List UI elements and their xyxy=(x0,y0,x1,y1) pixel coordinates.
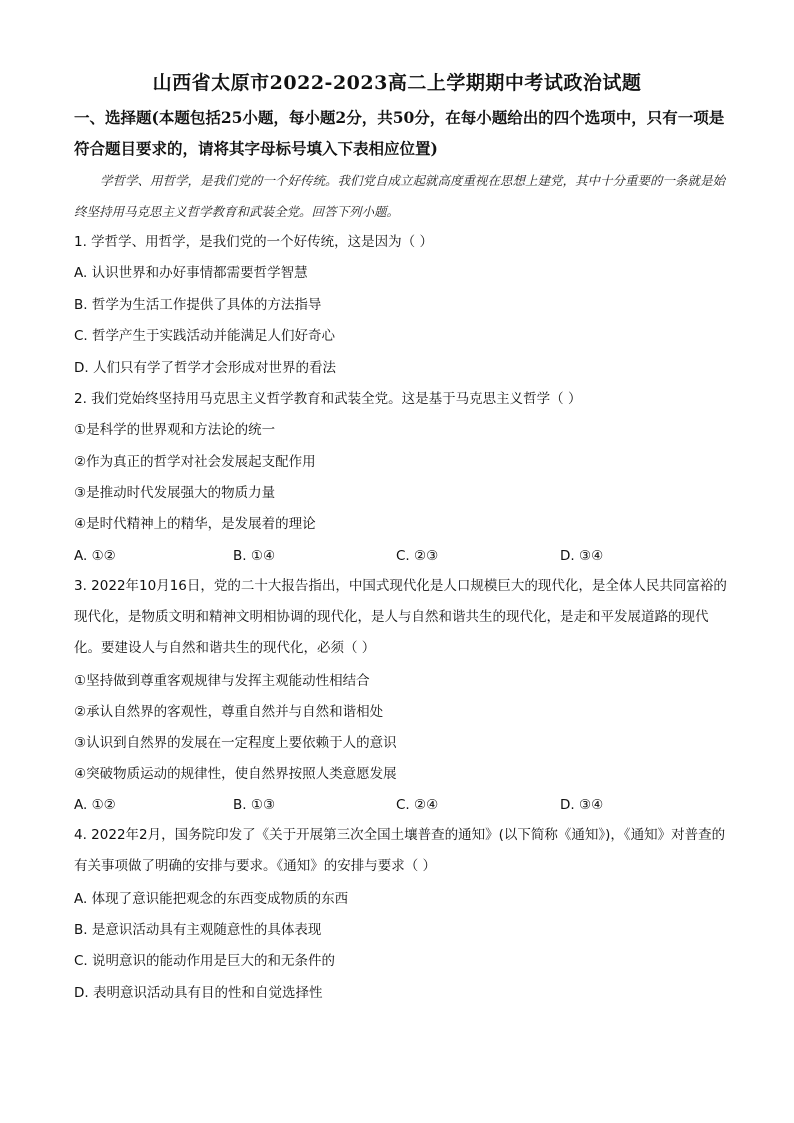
q3-statement-2: ②承认自然界的客观性，尊重自然并与自然和谐相处 xyxy=(74,704,384,720)
q1-option-a: A. 认识世界和办好事情都需要哲学智慧 xyxy=(74,265,308,281)
q4-option-d: D. 表明意识活动具有目的性和自觉选择性 xyxy=(74,985,323,1001)
q1-option-c: C. 哲学产生于实践活动并能满足人们好奇心 xyxy=(74,328,336,344)
q3-option-b: B. ①③ xyxy=(233,797,276,813)
q2-statement-3: ③是推动时代发展强大的物质力量 xyxy=(74,485,276,501)
q2-option-d: D. ③④ xyxy=(560,548,604,564)
intro-passage: 学哲学、用哲学，是我们党的一个好传统。我们党自成立起就高度重视在思想上建党，其中十分重要的一条就是始终坚持用马克思主义哲学教育和武装全党。回答下列小题。 xyxy=(74,173,726,219)
q4-option-a: A. 体现了意识能把观念的东西变成物质的东西 xyxy=(74,891,349,907)
q2-option-a: A. ①② xyxy=(74,548,116,564)
q2-statement-4: ④是时代精神上的精华，是发展着的理论 xyxy=(74,516,316,532)
q1-option-d: D. 人们只有学了哲学才会形成对世界的看法 xyxy=(74,360,336,376)
q3-statement-4: ④突破物质运动的规律性，使自然界按照人类意愿发展 xyxy=(74,766,397,782)
q3-statement-1: ①坚持做到尊重客观规律与发挥主观能动性相结合 xyxy=(74,673,370,689)
q3-option-c: C. ②④ xyxy=(396,797,439,813)
q1-option-b: B. 哲学为生活工作提供了具体的方法指导 xyxy=(74,297,322,313)
q4-option-c: C. 说明意识的能动作用是巨大的和无条件的 xyxy=(74,953,336,969)
q3-stem: 3. 2022年10月16日，党的二十大报告指出，中国式现代化是人口规模巨大的现代化，是全体人民共同富裕的现代化，是物质文明和精神文明相协调的现代化，是人与自然和谐共生的现代化，是走和平发展道路的现代化。要建设人与自然和谐共生的现代化，必须（ ） xyxy=(74,578,727,656)
q2-option-b: B. ①④ xyxy=(233,548,276,564)
q2-statement-2: ②作为真正的哲学对社会发展起支配作用 xyxy=(74,454,316,470)
q2-option-c: C. ②③ xyxy=(396,548,439,564)
q3-option-d: D. ③④ xyxy=(560,797,604,813)
q3-statement-3: ③认识到自然界的发展在一定程度上要依赖于人的意识 xyxy=(74,735,397,751)
q1-stem: 1. 学哲学、用哲学，是我们党的一个好传统，这是因为（ ） xyxy=(74,234,433,250)
q2-stem: 2. 我们党始终坚持用马克思主义哲学教育和武装全党。这是基于马克思主义哲学（ ） xyxy=(74,391,582,407)
q4-option-b: B. 是意识活动具有主观随意性的具体表现 xyxy=(74,922,322,938)
page-title: 山西省太原市2022-2023高二上学期期中考试政治试题 xyxy=(152,72,642,94)
q4-stem: 4. 2022年2月，国务院印发了《关于开展第三次全国土壤普查的通知》(以下简称《通知》)，《通知》对普查的有关事项做了明确的安排与要求。《通知》的安排与要求（ ） xyxy=(74,827,726,874)
q2-statement-1: ①是科学的世界观和方法论的统一 xyxy=(74,422,276,438)
q3-option-a: A. ①② xyxy=(74,797,116,813)
section-heading: 一、选择题(本题包括25小题，每小题2分，共50分，在每小题给出的四个选项中，只有一项是符合题目要求的，请将其字母标号填入下表相应位置) xyxy=(74,108,725,158)
